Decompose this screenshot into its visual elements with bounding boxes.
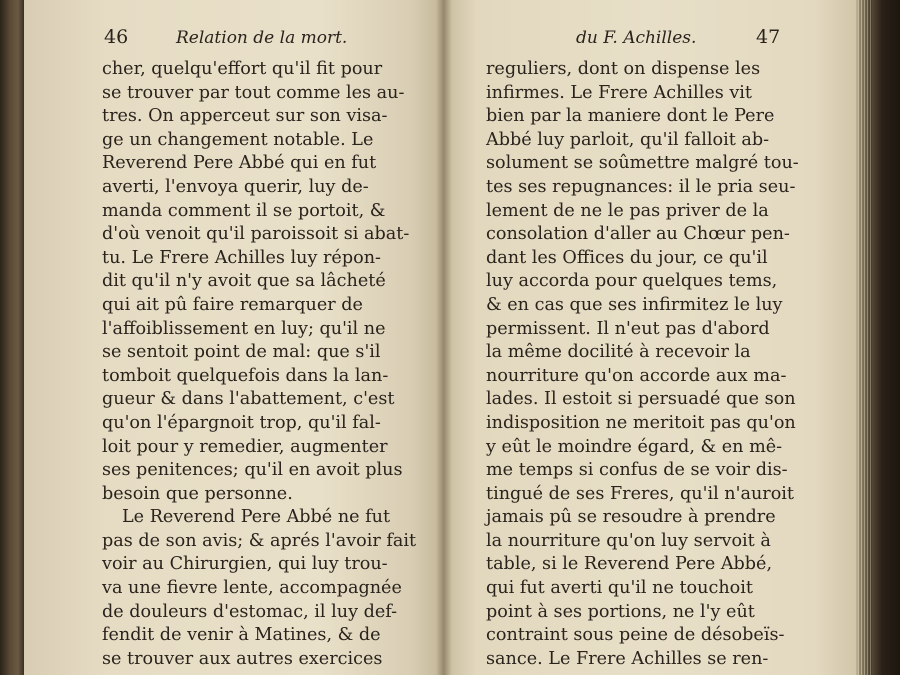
text-line: tu. Le Frere Achilles luy répon- [102, 247, 381, 268]
text-line: nourriture qu'on accorde aux ma- [486, 365, 787, 386]
text-line: bien par la maniere dont le Pere [486, 106, 775, 127]
right-running-head: du F. Achilles. [576, 28, 697, 48]
right-page-number: 47 [756, 26, 781, 48]
text-line: consolation d'aller au Chœur pen- [486, 224, 790, 245]
text-line: l'affoiblissement en luy; qu'il ne [102, 318, 386, 339]
left-page [24, 0, 444, 675]
text-line: me temps si confus de se voir dis- [486, 460, 788, 481]
text-line: qui fut averti qu'il ne touchoit [486, 578, 753, 599]
text-line: Le Reverend Pere Abbé ne fut [122, 507, 391, 528]
text-line: loit pour y remedier, augmenter [102, 436, 388, 457]
text-line: indisposition ne meritoit pas qu'on [486, 412, 796, 433]
text-line: pas de son avis; & aprés l'avoir fait [102, 530, 417, 551]
text-line: averti, l'envoya querir, luy de- [102, 176, 369, 197]
text-line: fendit de venir à Matines, & de [102, 625, 381, 646]
text-line: se trouver aux autres exercices [102, 648, 383, 669]
text-line: qu'on l'épargnoit trop, qu'il fal- [102, 412, 381, 433]
text-line: tes ses repugnances: il le pria seu- [486, 176, 796, 197]
text-line: infirmes. Le Frere Achilles vit [486, 82, 752, 103]
text-line: Reverend Pere Abbé qui en fut [102, 153, 377, 174]
text-line: voir au Chirurgien, qui luy trou- [102, 554, 388, 575]
right-page-text [486, 58, 799, 671]
text-line: qui ait pû faire remarquer de [102, 294, 363, 315]
text-line: la nourriture qu'on luy servoit à [486, 530, 771, 551]
text-line: contraint sous peine de désobeïs- [486, 625, 785, 646]
text-line: dant les Offices du jour, ce qu'il [486, 247, 768, 268]
text-line: tingué de ses Freres, qu'il n'auroit [486, 483, 794, 504]
left-page-text [102, 58, 416, 671]
text-line: se sentoit point de mal: que s'il [102, 342, 381, 363]
text-line: point à ses portions, ne l'y eût [486, 601, 755, 622]
text-line: ses penitences; qu'il en avoit plus [102, 460, 403, 481]
text-line: gueur & dans l'abattement, c'est [102, 389, 395, 410]
text-line: permissent. Il n'eut pas d'abord [486, 318, 770, 339]
right-page [444, 0, 856, 675]
page-edge-stripes [858, 0, 872, 675]
text-line: tomboit quelquefois dans la lan- [102, 365, 389, 386]
book-gutter [436, 0, 452, 675]
text-line: va une fievre lente, accompagnée [102, 578, 402, 599]
left-running-head: Relation de la mort. [176, 28, 348, 48]
left-page-number: 46 [104, 26, 129, 48]
text-line: la même docilité à recevoir la [486, 342, 751, 363]
text-line: table, si le Reverend Pere Abbé, [486, 554, 773, 575]
text-line: solument se soûmettre malgré tou- [486, 153, 799, 174]
text-line: d'où venoit qu'il paroissoit si abat- [102, 224, 410, 245]
text-line: Abbé luy parloit, qu'il falloit ab- [486, 129, 770, 150]
text-line: ge un changement notable. Le [102, 129, 374, 150]
text-line: luy accorda pour quelques tems, [486, 271, 778, 292]
text-line: se trouver par tout comme les au- [102, 82, 405, 103]
text-line: tres. On apperceut sur son visa- [102, 106, 388, 127]
text-line: de douleurs d'estomac, il luy def- [102, 601, 398, 622]
text-line: lement de ne le pas priver de la [486, 200, 769, 221]
text-line: cher, quelqu'effort qu'il fit pour [102, 59, 383, 79]
text-line: y eût le moindre égard, & en mê- [486, 436, 783, 457]
text-line: dit qu'il n'y avoit que sa lâcheté [102, 271, 386, 292]
text-line: & en cas que ses infirmitez le luy [486, 294, 783, 315]
text-line: sance. Le Frere Achilles se ren- [486, 648, 769, 669]
text-line: reguliers, dont on dispense les [486, 59, 761, 79]
text-line: jamais pû se resoudre à prendre [486, 507, 776, 528]
text-line: manda comment il se portoit, & [102, 200, 386, 221]
text-line: besoin que personne. [102, 483, 293, 504]
text-line: lades. Il estoit si persuadé que son [486, 389, 796, 410]
